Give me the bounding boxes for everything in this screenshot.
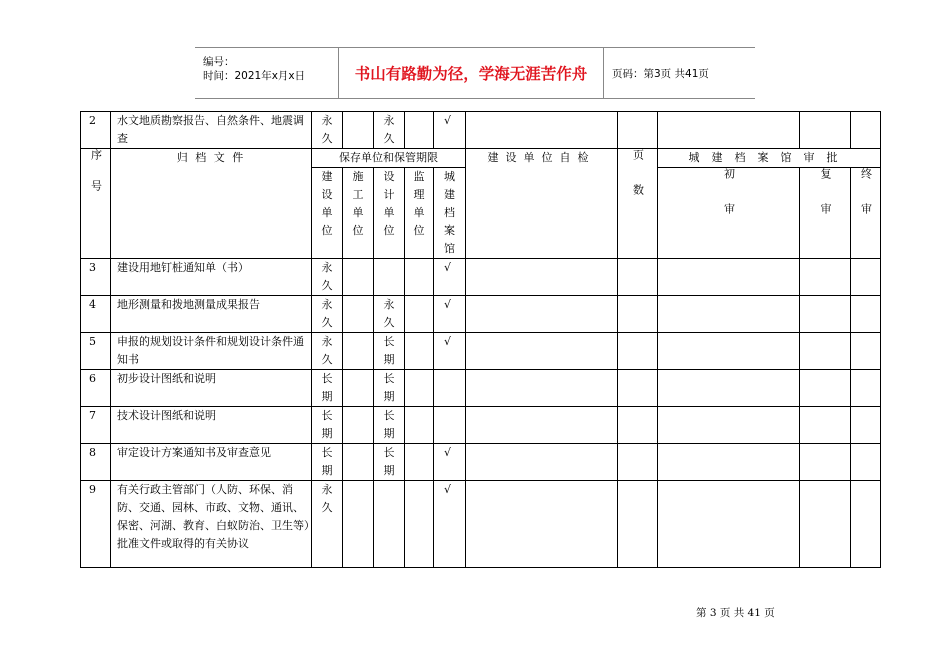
row-build-text: 长期 <box>321 409 333 440</box>
row-doc-text: 技术设计图纸和说明 <box>117 409 216 422</box>
row-doc <box>111 370 312 407</box>
row-design <box>374 333 405 370</box>
header-slogan: 书山有路勤为径，学海无涯苦作舟 <box>339 48 604 98</box>
row-empty-cell <box>658 259 800 296</box>
row-archive-text: √ <box>444 298 452 311</box>
row-build-text: 永久 <box>321 335 333 366</box>
row-build <box>312 444 343 481</box>
row-empty-cell <box>658 333 800 370</box>
header-seq <box>81 149 111 259</box>
row-empty-cell <box>800 407 851 444</box>
row-supervise <box>405 407 434 444</box>
row-empty-cell <box>618 259 658 296</box>
row-construct <box>343 333 374 370</box>
table-row <box>81 296 881 333</box>
row-empty-cell <box>466 333 618 370</box>
row-doc-text: 审定设计方案通知书及审查意见 <box>117 446 271 459</box>
row-design <box>374 444 405 481</box>
header-review-col <box>658 168 800 259</box>
row-empty-cell <box>466 481 618 568</box>
row-empty-cell <box>658 296 800 333</box>
header-keep-title: 保存单位和保管期限 <box>312 149 466 168</box>
row-number <box>81 370 111 407</box>
row-archive <box>434 112 466 149</box>
row-number <box>81 481 111 568</box>
row-number <box>81 444 111 481</box>
row-empty-cell <box>466 444 618 481</box>
row-empty-cell <box>466 112 618 149</box>
row-doc-text: 建设用地钉桩通知单（书） <box>117 261 249 274</box>
header-self-check-text: 建设单位自检 <box>487 151 596 164</box>
header-keep-col <box>405 168 434 259</box>
header-doc-text: 归 档 文 件 <box>176 151 246 164</box>
row-archive <box>434 296 466 333</box>
row-build <box>312 296 343 333</box>
row-design-text: 永久 <box>383 114 395 145</box>
header-keep-col-text: 设计单位 <box>383 170 395 237</box>
header-page-label: 页码：第3页 共41页 <box>612 67 709 80</box>
row-archive <box>434 370 466 407</box>
row-empty-cell <box>658 444 800 481</box>
row-design-text: 永久 <box>383 298 395 329</box>
row-doc <box>111 259 312 296</box>
header-keep-col-text: 监理单位 <box>413 170 425 237</box>
table-row <box>81 333 881 370</box>
row-construct <box>343 444 374 481</box>
row-design-text: 长期 <box>383 372 395 403</box>
row-archive <box>434 481 466 568</box>
page-footer: 第 3 页 共 41 页 <box>696 607 775 619</box>
row-design-text: 长期 <box>383 446 395 477</box>
row-archive-text: √ <box>444 483 452 496</box>
row-doc <box>111 112 312 149</box>
row-empty-cell <box>618 407 658 444</box>
row-empty-cell <box>800 444 851 481</box>
row-empty-cell <box>851 481 881 568</box>
number-label: 编号： <box>203 56 235 68</box>
header-review-col-text: 初审 <box>722 168 736 238</box>
row-empty-cell <box>851 296 881 333</box>
row-empty-cell <box>466 259 618 296</box>
row-empty-cell <box>618 333 658 370</box>
row-empty-cell <box>618 370 658 407</box>
row-number <box>81 259 111 296</box>
row-number <box>81 333 111 370</box>
header-seq-text: 序号 <box>89 149 103 211</box>
header-keep-col-text: 城建档案馆 <box>444 170 455 255</box>
row-supervise <box>405 333 434 370</box>
header-review-col-text: 复审 <box>819 168 832 238</box>
row-archive <box>434 333 466 370</box>
table-row <box>81 407 881 444</box>
row-doc <box>111 407 312 444</box>
row-build <box>312 112 343 149</box>
row-empty-cell <box>618 296 658 333</box>
row-number-text: 9 <box>89 483 96 496</box>
row-number <box>81 112 111 149</box>
row-archive <box>434 444 466 481</box>
header-self-check <box>466 149 618 259</box>
row-empty-cell <box>851 259 881 296</box>
header-keep-col <box>434 168 466 259</box>
row-empty-cell <box>466 296 618 333</box>
header-keep-col-text: 施工单位 <box>352 170 364 237</box>
row-number-text: 5 <box>89 335 96 348</box>
date-label: 时间：2021年x月x日 <box>203 70 306 82</box>
row-number-text: 3 <box>89 261 96 274</box>
row-archive-text: √ <box>444 446 452 459</box>
header-pages <box>618 149 658 259</box>
row-build <box>312 333 343 370</box>
row-build <box>312 407 343 444</box>
row-build-text: 长期 <box>321 372 333 403</box>
row-doc-text: 水文地质勘察报告、自然条件、地震调查 <box>117 114 304 145</box>
row-empty-cell <box>618 444 658 481</box>
row-number <box>81 407 111 444</box>
row-empty-cell <box>800 296 851 333</box>
row-doc <box>111 481 312 568</box>
row-empty-cell <box>851 407 881 444</box>
header-keep-col <box>374 168 405 259</box>
header-pages-text: 页数 <box>631 149 645 219</box>
row-supervise <box>405 259 434 296</box>
row-supervise <box>405 296 434 333</box>
header-review-title <box>658 149 881 168</box>
row-construct <box>343 296 374 333</box>
row-empty-cell <box>851 370 881 407</box>
table-row <box>81 370 881 407</box>
table-row <box>81 259 881 296</box>
table-row <box>81 444 881 481</box>
row-construct <box>343 112 374 149</box>
row-doc-text: 有关行政主管部门（人防、环保、消防、交通、园林、市政、文物、通讯、保密、河湖、教育、白蚁防治、卫生等）批准文件或取得的有关协议 <box>117 483 310 550</box>
row-archive-text: √ <box>444 261 452 274</box>
row-empty-cell <box>618 481 658 568</box>
row-design <box>374 259 405 296</box>
row-doc-text: 初步设计图纸和说明 <box>117 372 216 385</box>
row-number-text: 4 <box>89 298 96 311</box>
row-design <box>374 407 405 444</box>
row-doc-text: 地形测量和拨地测量成果报告 <box>117 298 260 311</box>
row-empty-cell <box>618 112 658 149</box>
row-empty-cell <box>466 407 618 444</box>
row-build-text: 永久 <box>321 298 333 329</box>
header-doc <box>111 149 312 259</box>
header-keep-col <box>312 168 343 259</box>
row-empty-cell <box>658 407 800 444</box>
row-build <box>312 370 343 407</box>
row-design-text: 长期 <box>383 335 395 366</box>
header-review-col-text: 终审 <box>859 168 873 238</box>
header-review-title-text: 城建档案馆审批 <box>688 151 850 164</box>
row-build-text: 永久 <box>321 483 333 514</box>
row-empty-cell <box>800 112 851 149</box>
row-doc <box>111 444 312 481</box>
row-empty-cell <box>851 112 881 149</box>
row-design <box>374 112 405 149</box>
row-build <box>312 259 343 296</box>
row-design <box>374 481 405 568</box>
row-design <box>374 296 405 333</box>
row-empty-cell <box>851 333 881 370</box>
row-empty-cell <box>658 481 800 568</box>
header-review-col <box>800 168 851 259</box>
row-number-text: 7 <box>89 409 96 422</box>
header-keep-col <box>343 168 374 259</box>
row-archive-text: √ <box>444 335 452 348</box>
archive-table <box>80 111 881 568</box>
header-review-col <box>851 168 881 259</box>
page-header <box>195 47 755 99</box>
row-construct <box>343 407 374 444</box>
row-build-text: 永久 <box>321 114 333 145</box>
row-empty-cell <box>658 112 800 149</box>
row-design-text: 长期 <box>383 409 395 440</box>
row-doc <box>111 333 312 370</box>
row-doc <box>111 296 312 333</box>
row-archive-text: √ <box>444 114 452 127</box>
row-build <box>312 481 343 568</box>
row-empty-cell <box>800 370 851 407</box>
table-header-row <box>81 149 881 168</box>
row-number-text: 2 <box>89 114 96 127</box>
row-build-text: 长期 <box>321 446 333 477</box>
row-supervise <box>405 370 434 407</box>
row-construct <box>343 259 374 296</box>
row-empty-cell <box>851 444 881 481</box>
row-supervise <box>405 112 434 149</box>
row-archive <box>434 407 466 444</box>
table-row <box>81 481 881 568</box>
row-supervise <box>405 481 434 568</box>
row-construct <box>343 481 374 568</box>
row-number-text: 6 <box>89 372 96 385</box>
row-empty-cell <box>800 481 851 568</box>
row-empty-cell <box>466 370 618 407</box>
row-empty-cell <box>800 333 851 370</box>
row-design <box>374 370 405 407</box>
header-left <box>195 48 339 98</box>
header-keep-col-text: 建设单位 <box>321 170 333 237</box>
row-archive <box>434 259 466 296</box>
table-row <box>81 112 881 149</box>
row-empty-cell <box>658 370 800 407</box>
row-construct <box>343 370 374 407</box>
row-number-text: 8 <box>89 446 96 459</box>
row-supervise <box>405 444 434 481</box>
row-doc-text: 申报的规划设计条件和规划设计条件通知书 <box>117 335 304 366</box>
row-empty-cell <box>800 259 851 296</box>
row-number <box>81 296 111 333</box>
row-build-text: 永久 <box>321 261 333 292</box>
